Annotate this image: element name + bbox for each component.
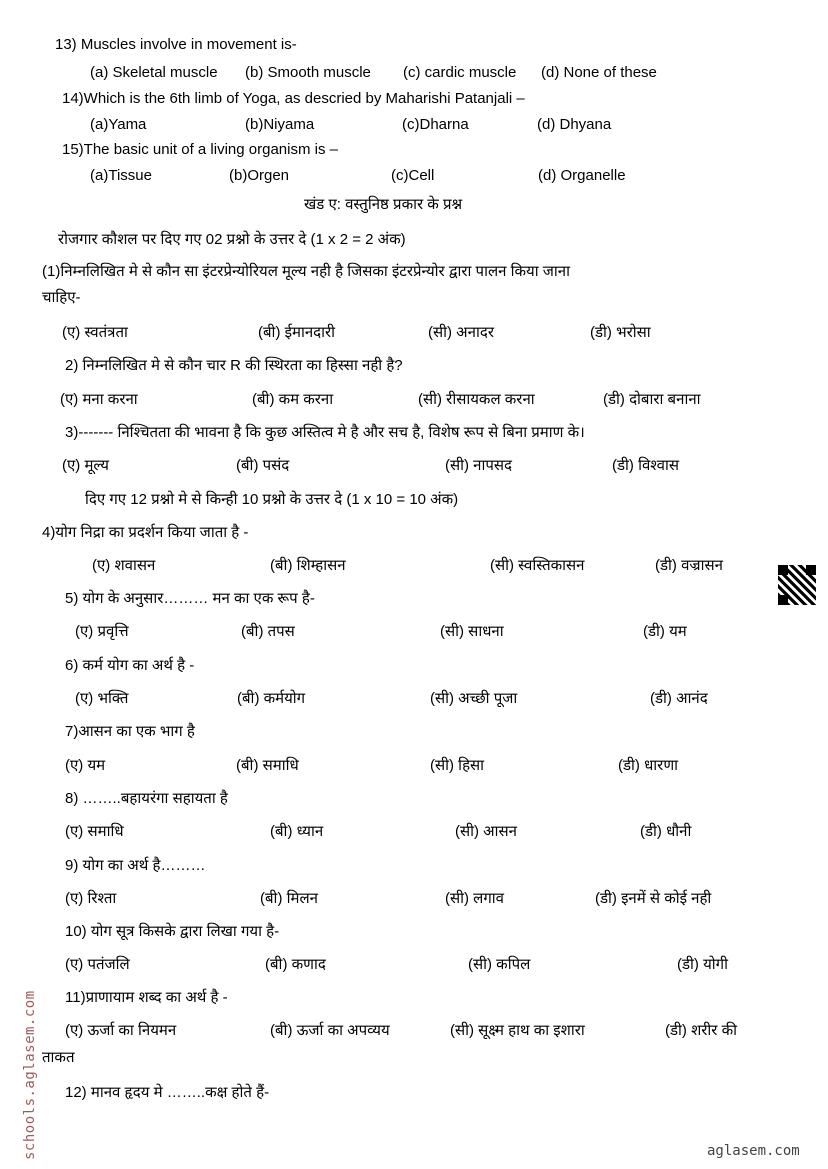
answer-option-a: (ए) ऊर्जा का नियमन <box>65 1022 177 1039</box>
answer-option-a: (ए) शवासन <box>92 557 156 574</box>
question-text: 3)------- निश्चितता की भावना है कि कुछ अस्तित्व मे है और सच है, विशेष रूप से बिना प्रमाण के। <box>65 424 585 441</box>
answer-option-c: (सी) लगाव <box>445 890 505 907</box>
question-text: 14)Which is the 6th limb of Yoga, as descried by Maharishi Patanjali – <box>62 90 525 107</box>
answer-option-d: (d) Organelle <box>538 167 626 184</box>
answer-option-a: (ए) भक्ति <box>75 690 129 707</box>
answer-option-d: (डी) विश्वास <box>612 457 680 474</box>
answer-option-d: (डी) वज्रासन <box>655 557 723 574</box>
answer-option-b: (बी) कम करना <box>252 391 334 408</box>
question-text: 7)आसन का एक भाग है <box>65 723 195 740</box>
answer-option-a: (ए) पतंजलि <box>65 956 130 973</box>
answer-option-c: (सी) हिसा <box>430 757 485 774</box>
question-text: 6) कर्म योग का अर्थ है - <box>65 657 195 674</box>
answer-option-d: (डी) शरीर की <box>665 1022 737 1039</box>
answer-option-c: (सी) स्वस्तिकासन <box>490 557 585 574</box>
question-text: 12) मानव हृदय मे ……..कक्ष होते हैं- <box>65 1084 270 1101</box>
instruction-employability: रोजगार कौशल पर दिए गए 02 प्रश्नो के उत्तर दे (1 x 2 = 2 अंक) <box>58 231 406 248</box>
answer-option-a: (ए) यम <box>65 757 106 774</box>
answer-option-b: (बी) ईमानदारी <box>258 324 336 341</box>
answer-option-d: (d) Dhyana <box>537 116 612 133</box>
answer-option-a: (a)Tissue <box>90 167 152 184</box>
answer-option-d: (डी) भरोसा <box>590 324 651 341</box>
answer-option-c: (c)Dharna <box>402 116 469 133</box>
watermark-bottom: aglasem.com <box>707 1143 800 1159</box>
question-text: 13) Muscles involve in movement is- <box>55 36 297 53</box>
answer-option-continued: ताकत <box>42 1049 75 1066</box>
answer-option-a: (ए) रिश्ता <box>65 890 117 907</box>
answer-option-b: (बी) समाधि <box>236 757 299 774</box>
question-text: 15)The basic unit of a living organism is – <box>62 141 338 158</box>
answer-option-b: (बी) कर्मयोग <box>237 690 306 707</box>
answer-option-a: (ए) मूल्य <box>62 457 109 474</box>
answer-option-c: (सी) सूक्ष्म हाथ का इशारा <box>450 1022 585 1039</box>
answer-option-b: (b)Niyama <box>245 116 315 133</box>
answer-option-c: (सी) कपिल <box>468 956 531 973</box>
question-text-continued: चाहिए- <box>42 289 81 306</box>
answer-option-d: (डी) योगी <box>677 956 728 973</box>
answer-option-c: (सी) नापसद <box>445 457 513 474</box>
answer-option-c: (सी) रीसायकल करना <box>418 391 535 408</box>
question-text: 9) योग का अर्थ है……… <box>65 857 206 874</box>
question-text: 10) योग सूत्र किसके द्वारा लिखा गया है- <box>65 923 280 940</box>
answer-option-d: (डी) यम <box>643 623 687 640</box>
answer-option-b: (बी) ऊर्जा का अपव्यय <box>270 1022 390 1039</box>
answer-option-d: (डी) धौनी <box>640 823 692 840</box>
answer-option-d: (डी) दोबारा बनाना <box>603 391 701 408</box>
answer-option-b: (बी) शिम्हासन <box>270 557 346 574</box>
answer-option-d: (डी) इनमें से कोई नही <box>595 890 712 907</box>
answer-option-a: (ए) समाधि <box>65 823 124 840</box>
answer-option-b: (बी) पसंद <box>236 457 290 474</box>
answer-option-c: (सी) अनादर <box>428 324 494 341</box>
answer-option-b: (बी) तपस <box>241 623 295 640</box>
question-text: 8) ……..बहायरंगा सहायता है <box>65 790 228 807</box>
question-text: 11)प्राणायाम शब्द का अर्थ है - <box>65 989 228 1006</box>
question-text: 2) निम्नलिखित मे से कौन चार R की स्थिरता का हिस्सा नही है? <box>65 357 403 374</box>
answer-option-a: (a)Yama <box>90 116 147 133</box>
instruction-yoga: दिए गए 12 प्रश्नो मे से किन्ही 10 प्रश्नो के उत्तर दे (1 x 10 = 10 अंक) <box>85 491 459 508</box>
answer-option-c: (सी) साधना <box>440 623 504 640</box>
answer-option-c: (सी) आसन <box>455 823 517 840</box>
answer-option-a: (ए) प्रवृत्ति <box>75 623 129 640</box>
answer-option-d: (डी) धारणा <box>618 757 679 774</box>
qr-code-icon <box>778 565 816 605</box>
answer-option-d: (d) None of these <box>541 64 657 81</box>
answer-option-a: (ए) स्वतंत्रता <box>62 324 128 341</box>
answer-option-c: (सी) अच्छी पूजा <box>430 690 518 707</box>
watermark-side: schools.aglasem.com <box>22 990 38 1160</box>
question-text: 4)योग निद्रा का प्रदर्शन किया जाता है - <box>42 524 249 541</box>
answer-option-a: (ए) मना करना <box>60 391 138 408</box>
answer-option-d: (डी) आनंद <box>650 690 708 707</box>
question-text: (1)निम्नलिखित मे से कौन सा इंटरप्रेन्योरियल मूल्य नही है जिसका इंटरप्रेन्योर द्वारा पालन किया जाना <box>42 263 571 280</box>
answer-option-c: (c)Cell <box>391 167 435 184</box>
answer-option-a: (a) Skeletal muscle <box>90 64 218 81</box>
answer-option-b: (बी) मिलन <box>260 890 318 907</box>
question-text: 5) योग के अनुसार……… मन का एक रूप है- <box>65 590 315 607</box>
section-heading: खंड ए: वस्तुनिष्ठ प्रकार के प्रश्न <box>304 196 463 213</box>
answer-option-b: (बी) कणाद <box>265 956 326 973</box>
answer-option-b: (बी) ध्यान <box>270 823 324 840</box>
answer-option-b: (b)Orgen <box>229 167 290 184</box>
answer-option-c: (c) cardic muscle <box>403 64 517 81</box>
answer-option-b: (b) Smooth muscle <box>245 64 371 81</box>
